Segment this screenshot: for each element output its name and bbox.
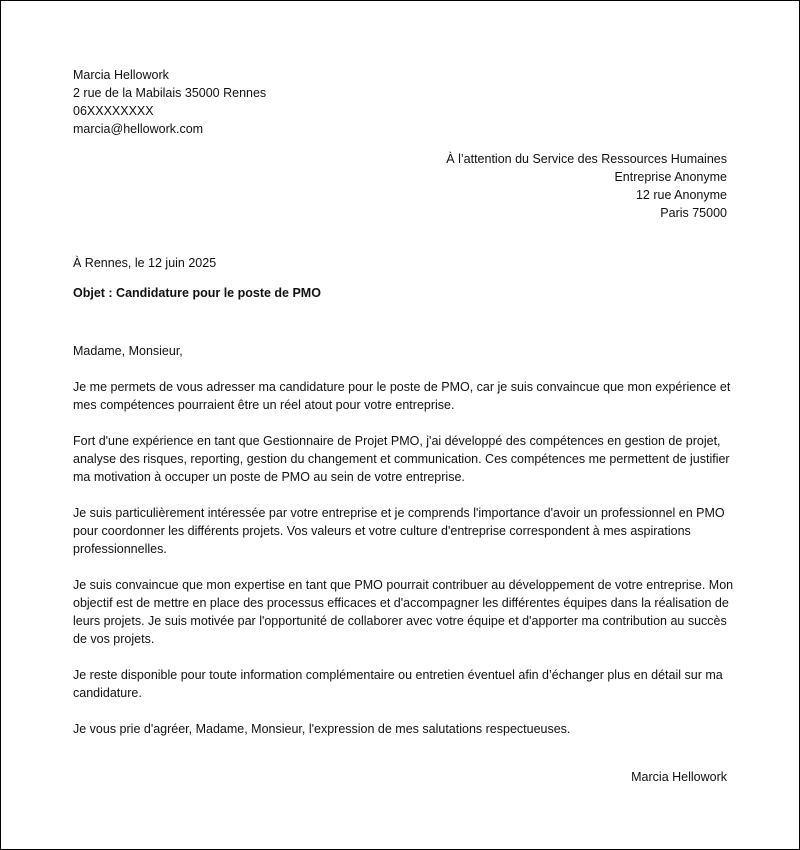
greeting: Madame, Monsieur,: [73, 344, 183, 358]
letter-date: À Rennes, le 12 juin 2025: [73, 256, 217, 270]
paragraph-experience: Fort d'une expérience en tant que Gestionnaire de Projet PMO, j'ai développé des compétences en gestion de projet, analyse des risques, reporting, gestion du changement et communication. Ces compétences me permettent de justifier ma motivation à occuper un poste de PMO au sein de votre entreprise.: [73, 434, 730, 484]
paragraph-closing: Je vous prie d'agréer, Madame, Monsieur, l'expression de mes salutations respectueuses.: [73, 722, 571, 736]
paragraph-motivation: Je suis particulièrement intéressée par votre entreprise et je comprends l'importance d'avoir un professionnel en PMO pour coordonner les différents projets. Vos valeurs et votre culture d'entreprise correspondent à mes aspirations professionnelles.: [73, 506, 725, 556]
paragraph-contribution: Je suis convaincue que mon expertise en tant que PMO pourrait contribuer au développement de votre entreprise. Mon objectif est de mettre en place des processus efficaces et d'accompagner les différentes équipes dans la réalisation de leurs projets. Je suis motivée par l'opportunité de collaborer avec votre équipe et d'apporter ma contribution au succès de vos projets.: [73, 578, 734, 646]
recipient-block: [446, 150, 727, 222]
letter-subject: Objet : Candidature pour le poste de PMO: [73, 286, 321, 300]
recipient-company: Entreprise Anonyme: [614, 170, 727, 184]
paragraph-availability: Je reste disponible pour toute information complémentaire ou entretien éventuel afin d’échanger plus en détail sur ma candidature.: [73, 668, 723, 700]
recipient-city: Paris 75000: [660, 206, 727, 220]
sender-name: Marcia Hellowork: [73, 68, 169, 82]
signature: Marcia Hellowork: [631, 770, 727, 784]
recipient-street: 12 rue Anonyme: [635, 188, 727, 202]
sender-email: marcia@hellowork.com: [73, 122, 204, 136]
sender-address: 2 rue de la Mabilais 35000 Rennes: [73, 86, 267, 100]
sender-block: [73, 66, 266, 138]
sender-phone: 06XXXXXXXX: [73, 104, 154, 118]
letter-body: [73, 342, 735, 756]
recipient-attention: À l’attention du Service des Ressources Humaines: [446, 152, 727, 166]
paragraph-intro: Je me permets de vous adresser ma candidature pour le poste de PMO, car je suis convaincue que mon expérience et mes compétences pourraient être un réel atout pour votre entreprise.: [73, 380, 731, 412]
